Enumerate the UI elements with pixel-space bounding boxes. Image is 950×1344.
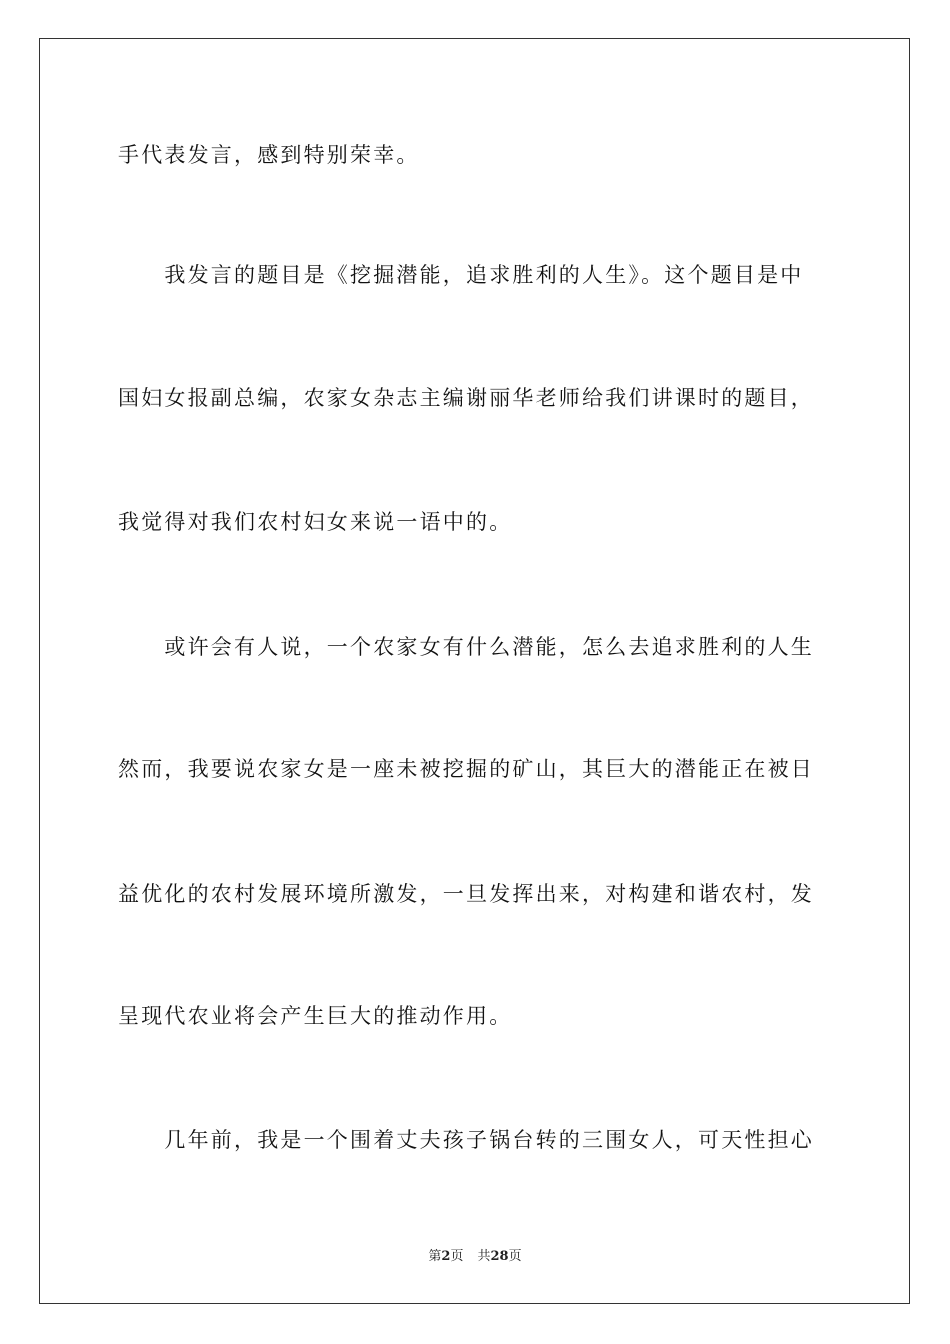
body-line-3: 国妇女报副总编，农家女杂志主编谢丽华老师给我们讲课时的题目，	[118, 386, 814, 410]
body-line-6: 然而，我要说农家女是一座未被挖掘的矿山，其巨大的潜能正在被日	[118, 757, 814, 781]
body-line-2: 我发言的题目是《挖掘潜能，追求胜利的人生》。这个题目是中	[118, 263, 804, 287]
page-prefix: 第	[428, 1249, 442, 1264]
total-suffix: 页	[508, 1249, 522, 1264]
page-suffix: 页	[450, 1249, 464, 1264]
page-number: 2	[441, 1249, 451, 1264]
body-line-8: 呈现代农业将会产生巨大的推动作用。	[118, 1004, 513, 1028]
body-line-4: 我觉得对我们农村妇女来说一语中的。	[118, 510, 513, 534]
page-border	[39, 38, 910, 1304]
body-line-5: 或许会有人说，一个农家女有什么潜能，怎么去追求胜利的人生	[118, 635, 814, 659]
total-pages: 28	[490, 1249, 509, 1264]
page-footer	[0, 1248, 950, 1266]
body-line-7: 益优化的农村发展环境所激发，一旦发挥出来，对构建和谐农村，发	[118, 882, 814, 906]
body-line-9: 几年前，我是一个围着丈夫孩子锅台转的三围女人，可天性担心	[118, 1128, 814, 1152]
total-prefix: 共	[477, 1249, 491, 1264]
body-line-1: 手代表发言，感到特别荣幸。	[118, 143, 420, 167]
